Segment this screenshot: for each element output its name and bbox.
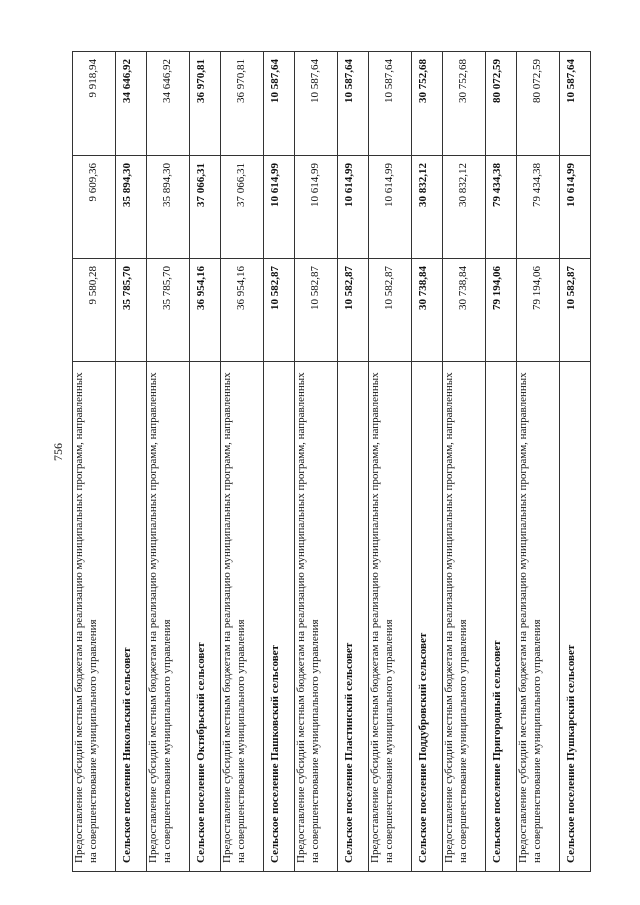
settlement-total-row — [116, 52, 147, 872]
value-cell-1: 10 582,87 — [338, 259, 369, 362]
settlement-total-row — [338, 52, 369, 872]
value-cell-3: 10 587,64 — [295, 52, 338, 156]
value-cell-3: 36 970,81 — [190, 52, 221, 156]
value-cell-2: 10 614,99 — [295, 156, 338, 259]
value-cell-2: 10 614,99 — [264, 156, 295, 259]
row-name-cell: Сельское поселение Пашковский сельсовет — [264, 362, 295, 872]
row-name-cell: Сельское поселение Пластинский сельсовет — [338, 362, 369, 872]
value-cell-3: 30 752,68 — [412, 52, 443, 156]
table-body — [73, 52, 591, 872]
value-cell-3: 10 587,64 — [338, 52, 369, 156]
row-name-cell: Предоставление субсидий местным бюджетам на реализацию муниципальных программ, направленных на совершенствование муниципального управления — [73, 362, 116, 872]
value-cell-2: 37 066,31 — [221, 156, 264, 259]
value-cell-1: 10 582,87 — [560, 259, 591, 362]
subsidy-detail-row — [517, 52, 560, 872]
value-cell-2: 30 832,12 — [443, 156, 486, 259]
row-name-cell: Сельское поселение Октябрьский сельсовет — [190, 362, 221, 872]
subsidy-detail-row — [221, 52, 264, 872]
value-cell-1: 10 582,87 — [369, 259, 412, 362]
row-name-cell: Предоставление субсидий местным бюджетам на реализацию муниципальных программ, направленных на совершенствование муниципального управления — [147, 362, 190, 872]
value-cell-2: 30 832,12 — [412, 156, 443, 259]
row-name-cell: Сельское поселение Пригородный сельсовет — [486, 362, 517, 872]
value-cell-3: 10 587,64 — [369, 52, 412, 156]
value-cell-2: 79 434,38 — [486, 156, 517, 259]
value-cell-2: 10 614,99 — [560, 156, 591, 259]
value-cell-1: 30 738,84 — [412, 259, 443, 362]
value-cell-2: 10 614,99 — [338, 156, 369, 259]
value-cell-3: 36 970,81 — [221, 52, 264, 156]
row-name-cell: Сельское поселение Никольский сельсовет — [116, 362, 147, 872]
value-cell-1: 36 954,16 — [221, 259, 264, 362]
row-name-cell: Сельское поселение Пушкарский сельсовет — [560, 362, 591, 872]
value-cell-1: 35 785,70 — [116, 259, 147, 362]
value-cell-2: 79 434,38 — [517, 156, 560, 259]
budget-table-rotated — [72, 52, 589, 872]
value-cell-1: 79 194,06 — [486, 259, 517, 362]
value-cell-1: 36 954,16 — [190, 259, 221, 362]
row-name-cell: Предоставление субсидий местным бюджетам на реализацию муниципальных программ, направленных на совершенствование муниципального управления — [221, 362, 264, 872]
settlement-total-row — [560, 52, 591, 872]
value-cell-3: 34 646,92 — [116, 52, 147, 156]
subsidy-detail-row — [443, 52, 486, 872]
subsidy-detail-row — [73, 52, 116, 872]
value-cell-2: 35 894,30 — [116, 156, 147, 259]
value-cell-3: 10 587,64 — [560, 52, 591, 156]
settlement-total-row — [190, 52, 221, 872]
value-cell-2: 10 614,99 — [369, 156, 412, 259]
subsidy-detail-row — [369, 52, 412, 872]
value-cell-1: 9 580,28 — [73, 259, 116, 362]
value-cell-3: 10 587,64 — [264, 52, 295, 156]
value-cell-1: 30 738,84 — [443, 259, 486, 362]
settlement-total-row — [412, 52, 443, 872]
value-cell-3: 30 752,68 — [443, 52, 486, 156]
subsidy-detail-row — [147, 52, 190, 872]
row-name-cell: Предоставление субсидий местным бюджетам на реализацию муниципальных программ, направленных на совершенствование муниципального управления — [517, 362, 560, 872]
value-cell-3: 34 646,92 — [147, 52, 190, 156]
value-cell-2: 35 894,30 — [147, 156, 190, 259]
value-cell-3: 9 918,94 — [73, 52, 116, 156]
row-name-cell: Предоставление субсидий местным бюджетам на реализацию муниципальных программ, направленных на совершенствование муниципального управления — [369, 362, 412, 872]
settlement-total-row — [264, 52, 295, 872]
value-cell-2: 37 066,31 — [190, 156, 221, 259]
row-name-cell: Сельское поселение Поддубровский сельсовет — [412, 362, 443, 872]
value-cell-3: 80 072,59 — [486, 52, 517, 156]
value-cell-2: 9 609,36 — [73, 156, 116, 259]
value-cell-1: 10 582,87 — [264, 259, 295, 362]
settlement-total-row — [486, 52, 517, 872]
subsidy-detail-row — [295, 52, 338, 872]
row-name-cell: Предоставление субсидий местным бюджетам на реализацию муниципальных программ, направленных на совершенствование муниципального управления — [295, 362, 338, 872]
value-cell-1: 10 582,87 — [295, 259, 338, 362]
value-cell-3: 80 072,59 — [517, 52, 560, 156]
value-cell-1: 35 785,70 — [147, 259, 190, 362]
budget-table — [72, 51, 591, 872]
value-cell-1: 79 194,06 — [517, 259, 560, 362]
row-name-cell: Предоставление субсидий местным бюджетам на реализацию муниципальных программ, направленных на совершенствование муниципального управления — [443, 362, 486, 872]
page-number: 756 — [51, 443, 65, 461]
